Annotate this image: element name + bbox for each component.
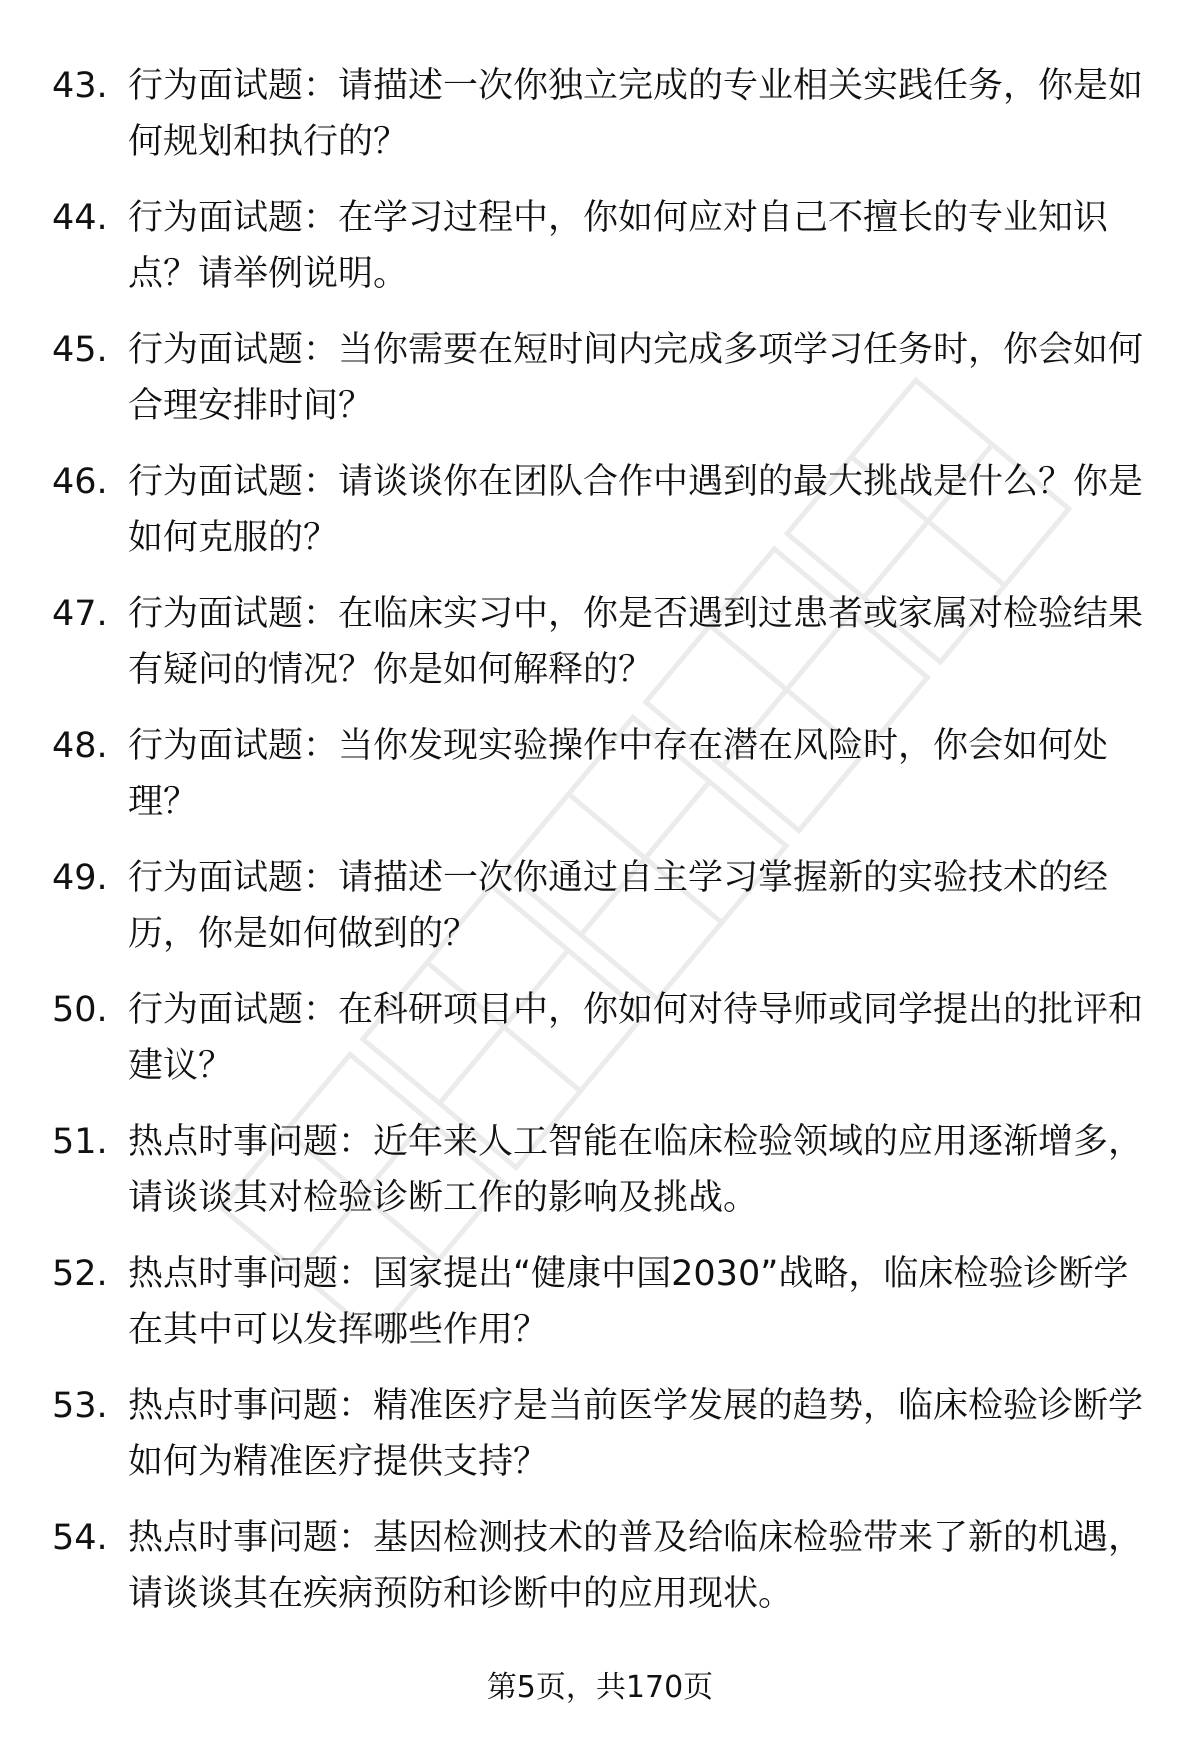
question-item [52, 190, 1162, 322]
question-text: 热点时事问题：基因检测技术的普及给临床检验带来了新的机遇，请谈谈其在疾病预防和诊断中的应用现状。 [128, 1518, 1144, 1614]
question-number: 48. [52, 726, 108, 766]
question-text: 热点时事问题：精准医疗是当前医学发展的趋势，临床检验诊断学如何为精准医疗提供支持？ [128, 1386, 1144, 1482]
question-text: 行为面试题：请谈谈你在团队合作中遇到的最大挑战是什么？你是如何克服的？ [128, 462, 1144, 558]
question-number: 46. [52, 462, 108, 502]
question-text: 行为面试题：当你发现实验操作中存在潜在风险时，你会如何处理？ [128, 726, 1109, 822]
question-text: 行为面试题：请描述一次你独立完成的专业相关实践任务，你是如何规划和执行的？ [128, 66, 1144, 162]
question-item [52, 718, 1162, 850]
question-item [52, 586, 1162, 718]
question-text: 行为面试题：在临床实习中，你是否遇到过患者或家属对检验结果有疑问的情况？你是如何解释的？ [128, 594, 1144, 690]
question-item [52, 850, 1162, 982]
question-number: 52. [52, 1254, 108, 1294]
question-number: 50. [52, 990, 108, 1030]
question-text: 行为面试题：在学习过程中，你如何应对自己不擅长的专业知识点？请举例说明。 [128, 198, 1109, 294]
question-item [52, 454, 1162, 586]
question-number: 47. [52, 594, 108, 634]
question-text: 热点时事问题：近年来人工智能在临床检验领域的应用逐渐增多，请谈谈其对检验诊断工作的影响及挑战。 [128, 1122, 1144, 1218]
question-number: 51. [52, 1122, 108, 1162]
question-item [52, 1510, 1162, 1642]
question-number: 54. [52, 1518, 108, 1558]
question-number: 45. [52, 330, 108, 370]
question-item [52, 1246, 1162, 1378]
question-item [52, 1114, 1162, 1246]
question-number: 43. [52, 66, 108, 106]
question-item [52, 982, 1162, 1114]
question-list [52, 58, 1162, 1642]
question-item [52, 322, 1162, 454]
question-number: 44. [52, 198, 108, 238]
question-item [52, 58, 1162, 190]
page-footer: 第5页，共170页 [486, 1670, 714, 1705]
question-text: 行为面试题：在科研项目中，你如何对待导师或同学提出的批评和建议？ [128, 990, 1144, 1086]
question-text: 行为面试题：当你需要在短时间内完成多项学习任务时，你会如何合理安排时间？ [128, 330, 1144, 426]
question-number: 53. [52, 1386, 108, 1426]
question-text: 热点时事问题：国家提出“健康中国2030”战略，临床检验诊断学在其中可以发挥哪些作用？ [128, 1254, 1129, 1350]
question-item [52, 1378, 1162, 1510]
question-number: 49. [52, 858, 108, 898]
question-text: 行为面试题：请描述一次你通过自主学习掌握新的实验技术的经历，你是如何做到的？ [128, 858, 1109, 954]
